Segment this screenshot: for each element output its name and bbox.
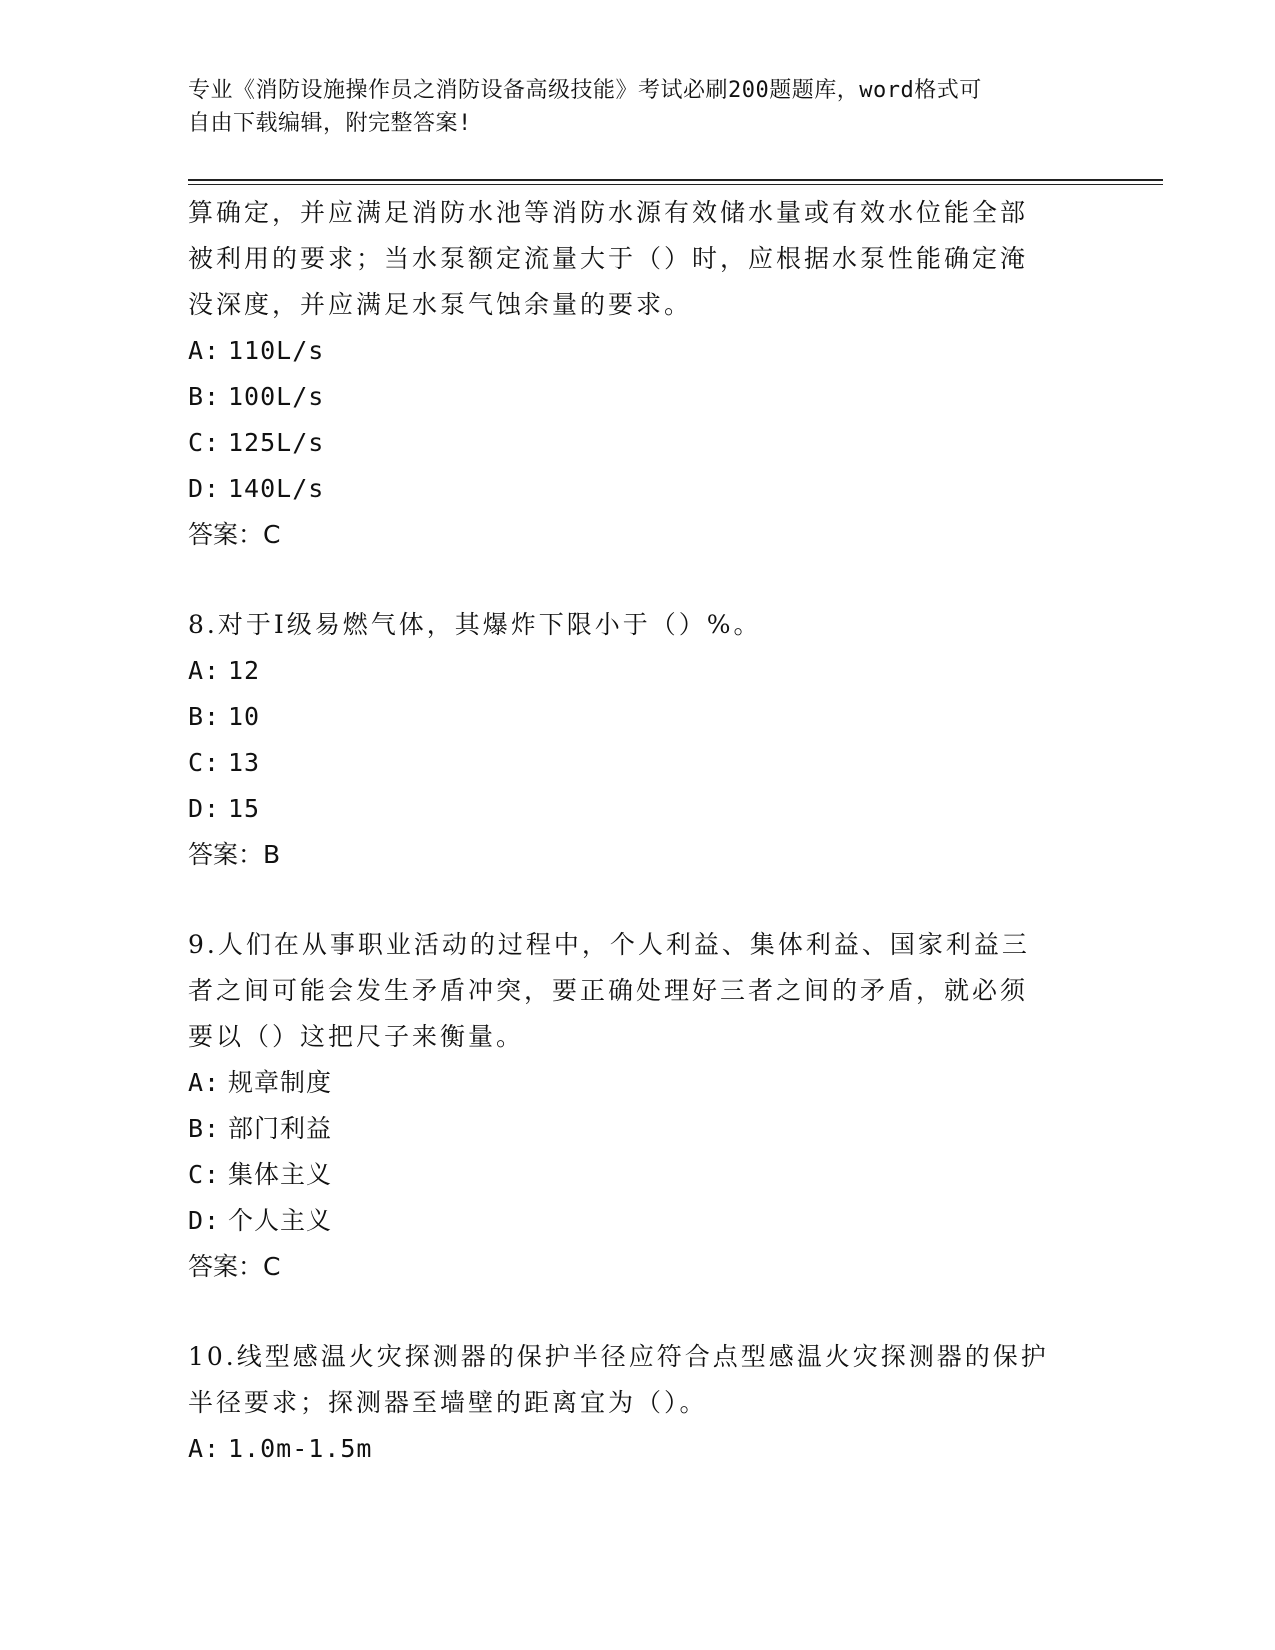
question-text-line: 被利用的要求；当水泵额定流量大于（）时，应根据水泵性能确定淹 (188, 244, 1029, 273)
answer: 答案：B (188, 840, 281, 869)
question-text-line: 8.对于Ⅰ级易燃气体，其爆炸下限小于（）%。 (188, 610, 762, 639)
document-header (188, 74, 1068, 140)
answer: 答案：C (188, 1252, 281, 1281)
option-c: C: 125L/s (188, 428, 325, 457)
option-b: B: 10 (188, 702, 261, 731)
option-a: A: 12 (188, 656, 261, 685)
question-text-line: 算确定，并应满足消防水池等消防水源有效储水量或有效水位能全部 (188, 198, 1029, 227)
header-rule-thin (188, 184, 1163, 185)
option-b: B: 部门利益 (188, 1114, 333, 1143)
option-d: D: 15 (188, 794, 261, 823)
header-line-2: 自由下载编辑，附完整答案! (188, 111, 472, 136)
answer: 答案：C (188, 520, 281, 549)
question-text-line: 半径要求；探测器至墙壁的距离宜为（）。 (188, 1388, 708, 1417)
option-a: A: 1.0m-1.5m (188, 1434, 373, 1463)
option-d: D: 个人主义 (188, 1206, 333, 1235)
question-text-line: 者之间可能会发生矛盾冲突，要正确处理好三者之间的矛盾，就必须 (188, 976, 1029, 1005)
document-body (188, 190, 1088, 1472)
question-text-line: 10.线型感温火灾探测器的保护半径应符合点型感温火灾探测器的保护 (188, 1342, 1049, 1371)
option-d: D: 140L/s (188, 474, 325, 503)
question-text-line: 9.人们在从事职业活动的过程中，个人利益、集体利益、国家利益三 (188, 930, 1030, 959)
question-text-line: 没深度，并应满足水泵气蚀余量的要求。 (188, 290, 693, 319)
question-7 (188, 190, 1088, 558)
question-text-line: 要以（）这把尺子来衡量。 (188, 1022, 525, 1051)
header-line-1: 专业《消防设施操作员之消防设备高级技能》考试必刷200题题库，word格式可 (188, 78, 982, 103)
header-rule-thick (188, 179, 1163, 181)
option-a: A: 规章制度 (188, 1068, 333, 1097)
question-8 (188, 602, 1088, 878)
option-c: C: 集体主义 (188, 1160, 333, 1189)
question-9 (188, 922, 1088, 1290)
option-a: A: 110L/s (188, 336, 325, 365)
option-c: C: 13 (188, 748, 261, 777)
option-b: B: 100L/s (188, 382, 325, 411)
question-10 (188, 1334, 1088, 1472)
